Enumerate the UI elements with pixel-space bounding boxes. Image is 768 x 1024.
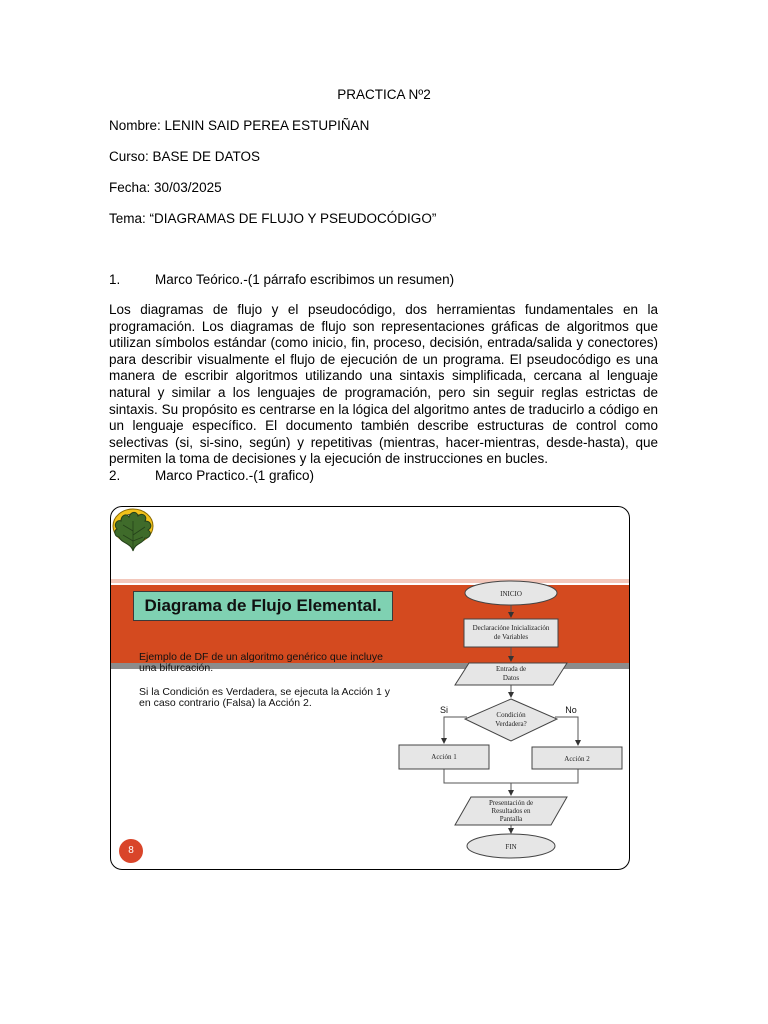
- fc-declaration-line2: de Variables: [493, 633, 529, 641]
- theory-paragraph: Los diagramas de flujo y el pseudocódigo, dos herramientas fundamentales en la programación. Los diagramas de flujo son representaciones gráficas de algoritmos que utilizan símbolos estándar (como inicio, fin, proceso, decisión, entrada/salida y conectores) para describir visualmente el flujo de ejecución de un programa. El pseudocódigo es una manera de escribir algoritmos utilizando una sintaxis simplificada, cercana al lenguaje natural y similar a los lenguajes de programación, pero sin seguir reglas estrictas de sintaxis. Su propósito es centrarse en la lógica del algoritmo antes de traducirlo a código en un lenguaje específico. El documento también describe estructuras de control como selectivas (si, si-sino, según) y repetitivas (mientras, hacer-mientras, desde-hasta), que permiten la toma de decisiones y la ejecución de instrucciones en bucles.: [109, 302, 658, 467]
- document-title: PRACTICA Nº2: [337, 87, 431, 102]
- fc-no-label: No: [565, 705, 577, 715]
- slide-desc1-line1: Ejemplo de DF de un algoritmo genérico que incluye: [139, 651, 383, 663]
- slide-desc2-line2: en caso contrario (Falsa) la Acción 2.: [139, 697, 312, 709]
- student-name: Nombre: LENIN SAID PEREA ESTUPIÑAN: [109, 118, 370, 133]
- slide-title: Diagrama de Flujo Elemental.: [133, 591, 393, 621]
- fc-output-line1: Presentación de: [488, 799, 534, 807]
- section1-heading: Marco Teórico.-(1 párrafo escribimos un resumen): [155, 272, 455, 287]
- date: Fecha: 30/03/2025: [109, 180, 222, 195]
- fc-decision-line2: Verdadera?: [495, 720, 527, 728]
- fc-output-line3: Pantalla: [499, 815, 523, 823]
- section2-heading: Marco Practico.-(1 grafico): [155, 468, 315, 483]
- fc-start-label: INICIO: [500, 590, 522, 598]
- fc-action1-label: Acción 1: [431, 753, 457, 761]
- slide-desc1-line2: una bifurcación.: [139, 662, 214, 674]
- topic: Tema: “DIAGRAMAS DE FLUJO Y PSEUDOCÓDIGO”: [109, 211, 437, 226]
- fc-output-line2: Resultados en: [491, 807, 531, 815]
- fc-end-label: FIN: [505, 843, 517, 851]
- fc-decision-line1: Condición: [496, 711, 526, 719]
- flowchart-slide-image: [110, 506, 630, 870]
- course: Curso: BASE DE DATOS: [109, 149, 261, 164]
- slide-page-number: 8: [119, 839, 143, 863]
- fc-input-line1: Entrada de: [495, 665, 527, 673]
- slide-desc2-line1: Si la Condición es Verdadera, se ejecuta la Acción 1 y: [139, 686, 390, 698]
- fc-input-line2: Datos: [502, 674, 520, 682]
- section1-number: 1.: [109, 272, 121, 287]
- section2-number: 2.: [109, 468, 121, 483]
- fc-action2-label: Acción 2: [564, 755, 590, 763]
- fc-declaration-line1: Declaracióne Inicialización: [472, 624, 550, 632]
- flowchart-diagram: [111, 507, 629, 869]
- fc-yes-label: Si: [439, 705, 449, 715]
